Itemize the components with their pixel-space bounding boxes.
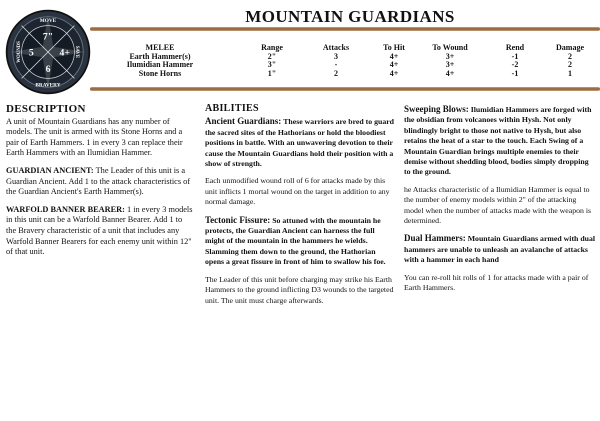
header-to-wound: To Wound [432,43,468,52]
weapon-to-wound: 3+ [445,51,455,61]
weapon-attacks: 3 [334,51,338,61]
guardian-ancient-title: GUARDIAN ANCIENT: [6,165,94,175]
weapon-row-stone-horns [90,70,596,79]
weapon-to-hit: 4+ [389,60,399,69]
weapon-range: 1" [267,68,277,78]
dual-hammers-title: Dual Hammers: [404,233,466,244]
compass-save-value: 4+ [59,47,70,59]
ancient-guardians-paragraph [205,116,395,169]
tectonic-fissure-flavor: So attuned with the mountain he protects, the Guardian Ancient can harness the full might of the mountain in the hammers he wields. Slamming them down to the ground, the Hathorian opens a great fissure in front of him to swallow his foe. [205,215,386,267]
weapon-name: Earth Hammer(s) [129,51,191,61]
banner-bearer-paragraph [6,205,194,258]
header-range: Range [261,43,283,52]
title-divider [90,27,600,31]
weapon-rend: -1 [511,68,519,78]
banner-bearer-title: WARFOLD BANNER BEARER: [6,204,125,214]
dual-hammers-flavor: Mountain Guardians armed with dual hammers are unable to unleash an avalanche of attacks with a hammer in each hand [404,234,596,265]
header-damage: Damage [556,43,584,52]
banner-bearer-text: 1 in every 3 models in this unit can be a Warfold Banner Bearer. Add 1 to the Bravery characteristic of a unit that includes any Warfold Banner Bearers for each enemy unit within 12" of that unit. [6,204,193,257]
weapon-name: Stone Horns [138,68,182,78]
weapon-name: Ilumidian Hammer [126,60,194,69]
weapon-rend: -1 [511,51,519,61]
table-divider [90,87,600,91]
header-melee: MELEE [145,43,175,52]
weapon-range: 2" [267,51,277,61]
tectonic-fissure-rule: The Leader of this unit before charging may strike his Earth Hammers to the ground inflicting D3 wounds to the targeted unit. The unit must charge afterwards. [205,274,394,305]
compass-wounds-value: 5 [28,47,34,59]
compass-move-value: 7" [42,31,54,43]
header-rend: Rend [505,43,525,52]
sweeping-blows-flavor: Ilumidian Hammers are forged with the obsidian from volcanoes within Hysh. Not only blindingly bright to those not native to Hysh, but also retains the heat of a star to the touch. Each Swing of a Mountain Guardian brings multiple enemies to their demise without shedding blood, bodies simply dropping to the ground. [404,105,592,177]
header-attacks: Attacks [322,43,350,52]
ancient-guardians-title: Ancient Guardians: [205,116,282,127]
header-to-hit: To Hit [383,43,405,52]
sweeping-blows-paragraph [404,104,596,178]
abilities-column [205,104,395,313]
characteristics-compass [4,8,92,96]
dual-hammers-rule: You can re-roll hit rolls of 1 for attacks made with a pair of Earth Hammers. [404,272,589,293]
weapon-damage: 2 [568,60,572,69]
description-text: A unit of Mountain Guardians has any number of models. The unit is armed with its Stone Horns and a pair of Earth Hammers. 1 in every 3 can replace their Earth Hammers with an Ilumidian Hammer. [6,116,183,158]
weapon-attacks: - [334,60,338,69]
weapon-attacks: 2 [334,68,338,78]
sweeping-blows-rule: he Attacks characteristic of a Ilumidian Hammer is equal to the number of enemy models within 2" of the attacking model when the number of attacks made with the weapon is determined. [404,184,592,226]
abilities-heading: ABILITIES [205,103,259,114]
guardian-ancient-text: The Leader of this unit is a Guardian Ancient. Add 1 to the attack characteristics of the Guardian Ancient's Earth Hammer(s). [6,165,191,197]
dual-hammers-paragraph [404,233,596,265]
description-heading: DESCRIPTION [6,103,86,115]
description-column [6,104,194,265]
weapon-damage: 2 [568,51,572,61]
ancient-guardians-flavor: These warriors are bred to guard the sacred sites of the Hathorians or hold the bloodiest positions in battle. With an unwavering devotion to their cause the Mountain Guardians hold their position with a show of strength. [205,117,395,169]
weapon-to-wound: 4+ [445,68,455,78]
unit-title: MOUNTAIN GUARDIANS [245,7,455,26]
weapon-rend: -2 [511,60,519,69]
compass-save-label: SAVE [74,45,80,59]
guardian-ancient-paragraph [6,166,194,198]
tectonic-fissure-paragraph [205,215,395,268]
sweeping-blows-title: Sweeping Blows: [404,104,469,114]
weapon-range: 3" [267,60,277,69]
weapon-to-wound: 3+ [445,60,455,69]
weapons-table [90,44,596,78]
abilities-column-2 [404,104,596,301]
weapon-to-hit: 4+ [389,51,399,61]
tectonic-fissure-title: Tectonic Fissure: [205,214,271,225]
compass-move-label: MOVE [39,18,57,25]
ancient-guardians-rule: Each unmodified wound roll of 6 for attacks made by this unit inflicts 1 mortal wound on the target in addition to any normal damage. [205,176,390,207]
compass-bravery-value: 6 [45,64,51,76]
weapon-damage: 1 [568,68,572,78]
compass-wounds-label: WOUNDS [16,41,22,63]
compass-bravery-label: BRAVERY [35,82,61,89]
weapon-to-hit: 4+ [389,68,399,78]
